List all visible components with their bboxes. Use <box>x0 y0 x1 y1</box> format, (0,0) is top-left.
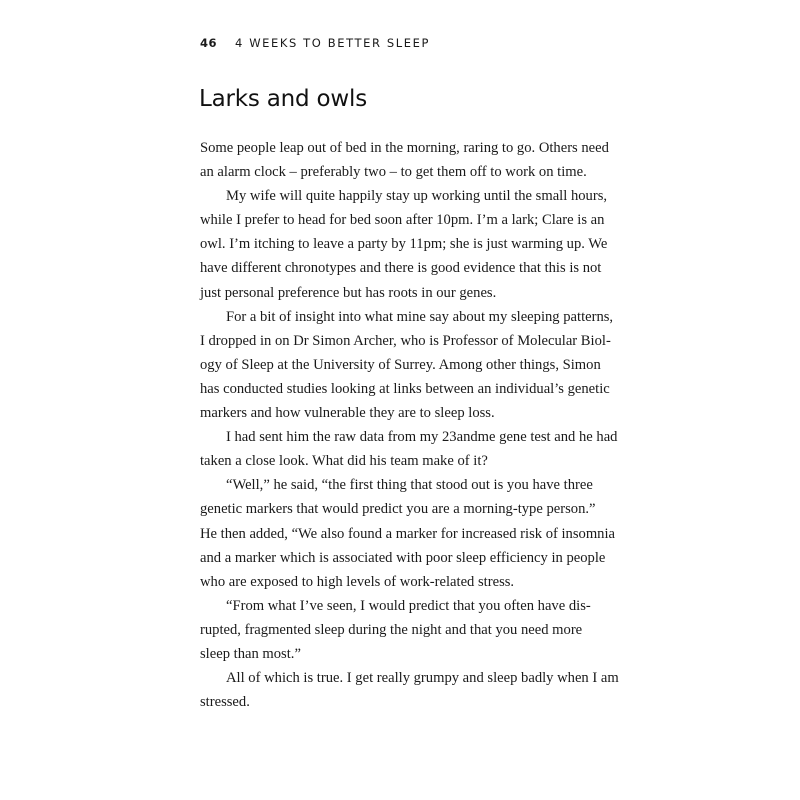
section-heading: Larks and owls <box>199 86 368 112</box>
text-line: just personal preference but has roots in our genes. <box>200 284 497 301</box>
text-line: “Well,” he said, “the first thing that stood out is you have three <box>226 477 593 494</box>
text-line: who are exposed to high levels of work-related stress. <box>200 573 515 590</box>
body-text <box>200 136 619 714</box>
text-line: For a bit of insight into what mine say about my sleeping patterns, <box>226 308 614 325</box>
text-line: Some people leap out of bed in the morning, raring to go. Others need <box>200 140 609 156</box>
text-line: have different chronotypes and there is good evidence that this is not <box>200 260 602 277</box>
text-line: while I prefer to head for bed soon after 10pm. I’m a lark; Clare is an <box>200 212 605 229</box>
text-line: All of which is true. I get really grumpy and sleep badly when I am <box>226 670 619 687</box>
text-line: “From what I’ve seen, I would predict that you often have dis- <box>226 597 591 614</box>
page-number: 46 <box>200 36 218 50</box>
text-line: taken a close look. What did his team make of it? <box>200 453 488 470</box>
text-line: stressed. <box>200 694 250 711</box>
text-line: sleep than most.” <box>200 645 301 662</box>
text-line: My wife will quite happily stay up working until the small hours, <box>226 188 608 205</box>
text-line: I dropped in on Dr Simon Archer, who is Professor of Molecular Biol- <box>200 332 611 349</box>
text-line: markers and how vulnerable they are to sleep loss. <box>200 405 495 422</box>
running-head <box>200 36 430 50</box>
text-line: has conducted studies looking at links between an individual’s genetic <box>200 380 610 397</box>
text-line: He then added, “We also found a marker for increased risk of insomnia <box>200 525 616 542</box>
text-line: rupted, fragmented sleep during the night and that you need more <box>200 621 583 638</box>
text-line: owl. I’m itching to leave a party by 11pm; she is just warming up. We <box>200 236 608 253</box>
text-line: and a marker which is associated with poor sleep efficiency in people <box>200 549 606 566</box>
text-line: I had sent him the raw data from my 23andme gene test and he had <box>226 429 618 446</box>
text-line: an alarm clock – preferably two – to get them off to work on time. <box>200 164 587 181</box>
text-line: genetic markers that would predict you are a morning-type person.” <box>200 501 596 518</box>
text-line: ogy of Sleep at the University of Surrey. Among other things, Simon <box>200 356 601 373</box>
book-title: 4 WEEKS TO BETTER SLEEP <box>235 36 431 50</box>
